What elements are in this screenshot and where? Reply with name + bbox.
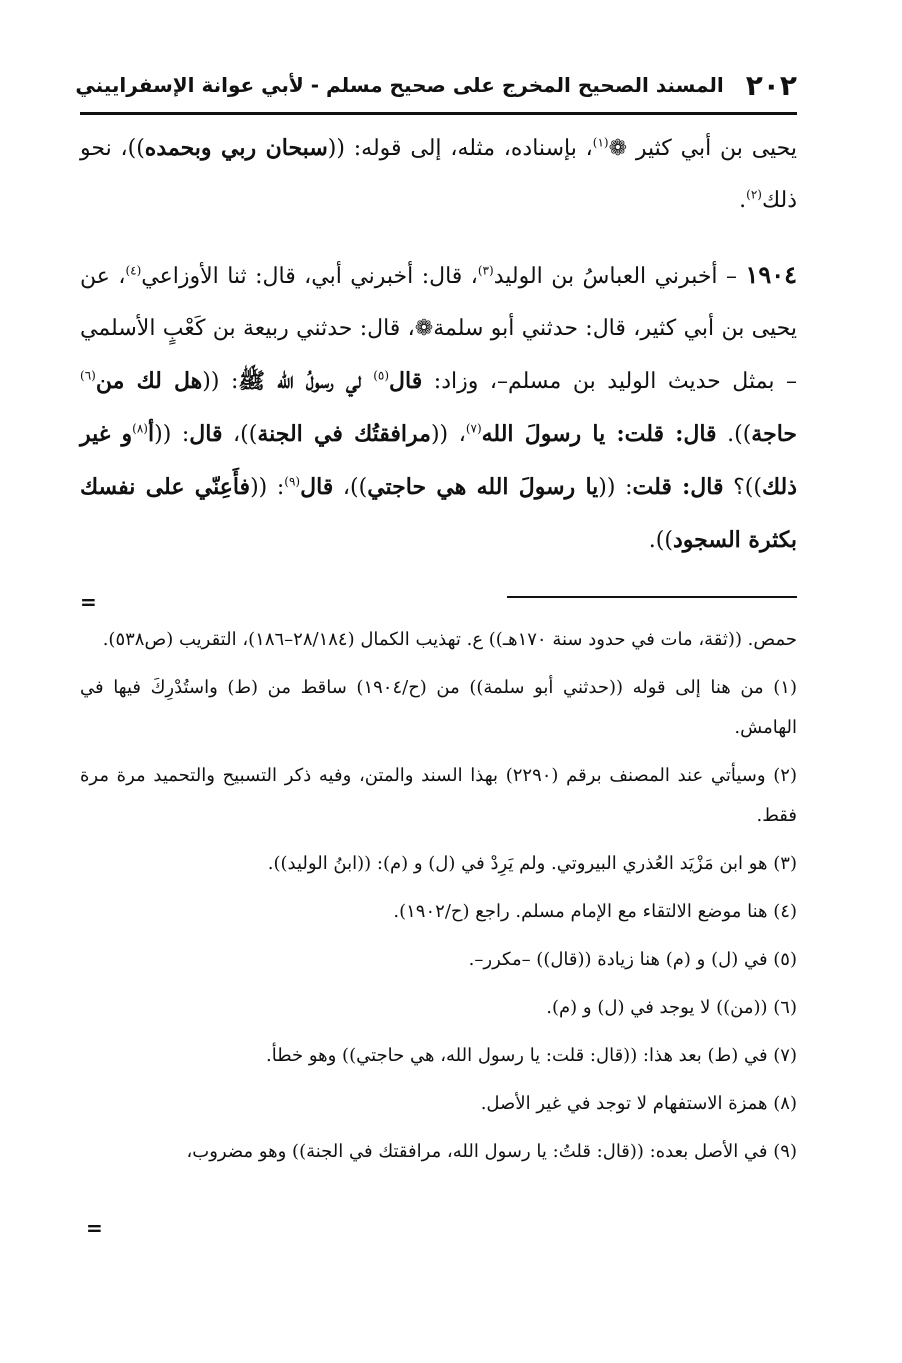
footnote-ref: (٥) [373, 368, 390, 383]
text-run: ))، [333, 475, 368, 500]
bold-text: قال: قلت: يا رسولَ الله [481, 421, 717, 447]
bold-text: و غير ذلك [80, 421, 798, 500]
footnote-7: (٧) في (ط) بعد هذا: ((قال: قلت: يا رسول الله، هي حاجتي)) وهو خطأ. [266, 1045, 797, 1066]
footnote-ref: (٢) [746, 187, 762, 202]
footnote-ref: (٣) [477, 263, 494, 278]
bold-text: قال [389, 368, 423, 394]
bold-text: حاجة [751, 421, 797, 447]
bold-text: قال [300, 474, 334, 500]
text-run: : (( [202, 369, 239, 394]
text-run: – أخبرني العباسُ بن الوليد [493, 264, 746, 289]
header-rule [80, 112, 797, 115]
footnote-ref: (٩) [284, 474, 301, 489]
footnote-9: (٩) في الأصل بعده: ((قال: قلتُ: يا رسول الله، مرافقتك في الجنة)) وهو مضروب، [186, 1141, 797, 1162]
text-run: )). [716, 422, 752, 447]
text-run: ))، [222, 422, 258, 447]
footnote-ref: (٤) [125, 263, 142, 278]
page-number: ٢٠٢ [745, 68, 797, 102]
text-run: يحيى بن أبي كثير [627, 136, 798, 161]
footnote-1: (١) من هنا إلى قوله ((حدثني أبو سلمة)) من (ح/١٩٠٤) ساقط من (ط) واستُدْرِكَ فيها في الهامش. [80, 677, 797, 738]
text-run: : (( [250, 475, 285, 500]
footnote-2: (٢) وسيأتي عند المصنف برقم (٢٢٩٠) بهذا السند والمتن، وفيه ذكر التسبيح والتحميد مرة مرة فقط. [80, 765, 797, 826]
footnote-ref: (٨) [132, 421, 148, 436]
text-run: )). [648, 528, 673, 553]
bold-text: مرافقتُك في الجنة [257, 421, 431, 447]
footnote-ref: (٦) [80, 368, 96, 383]
bold-text: فأَعِنّي على نفسك بكثرة السجود [80, 474, 797, 553]
bold-text: قال: قلت [632, 474, 724, 500]
text-run: : (( [154, 422, 190, 447]
continuation-mark: = [86, 1216, 103, 1240]
footnote-separator [80, 590, 797, 614]
hadith-paragraph [80, 249, 797, 567]
main-text [80, 122, 797, 567]
bold-quote: سبحان ربي وبحمده [144, 135, 328, 161]
footnote-3: (٣) هو ابن مَزْيَد العُذري البيروتي. ولم يَرِدْ في (ل) و (م): ((ابنُ الوليد)). [267, 853, 797, 874]
footnote-5: (٥) في (ل) و (م) هنا زيادة ((قال)) –مكرر–. [468, 949, 797, 970]
running-title: المسند الصحيح المخرج على صحيح مسلم - لأبي عوانة الإسفراييني [75, 73, 724, 97]
text-run: ))؟ [723, 475, 762, 500]
text-run: . [739, 188, 747, 213]
text-run: ))، نحو ذلك [80, 136, 797, 213]
bold-text: لي رسولُ الله ﷺ [238, 368, 374, 394]
separator-rule [507, 596, 797, 598]
footnote-8: (٨) همزة الاستفهام لا توجد في غير الأصل. [480, 1093, 797, 1114]
page-header [75, 60, 797, 110]
footnote-4: (٤) هنا موضع الالتقاء مع الإمام مسلم. راجع (ح/١٩٠٢). [393, 901, 797, 922]
honorific-mark-icon: ❁ [414, 316, 434, 341]
text-run: ، عن يحيى بن أبي كثير، قال: حدثني أبو سلمة [80, 264, 797, 341]
footnote-continuation: حمص. ((ثقة، مات في حدود سنة ١٧٠هـ)) ع. تهذيب الكمال (٢٨/١٨٤–١٨٦)، التقريب (ص٥٣٨). [102, 629, 797, 650]
continuation-mark: = [80, 590, 97, 614]
footnotes [80, 620, 797, 1180]
bold-text: هل لك من [95, 368, 203, 394]
bold-text: أ [147, 421, 155, 447]
text-run: ، قال: أخبرني أبي، قال: ثنا الأوزاعي [141, 264, 478, 289]
text-run: ، قال: حدثني ربيعة بن كَعْبٍ الأسلمي – بمثل حديث الوليد بن مسلم–، وزاد: [80, 316, 797, 394]
text-run: : (( [598, 475, 633, 500]
paragraph-continuation [80, 122, 797, 227]
text-run: ، (( [430, 422, 466, 447]
bold-text: يا رسولَ الله هي حاجتي [367, 474, 599, 500]
bold-text: قال [189, 421, 223, 447]
honorific-mark-icon: ❁ [608, 136, 628, 161]
text-run: ، بإسناده، مثله، إلى قوله: (( [327, 136, 593, 161]
footnote-ref: (١) [592, 135, 609, 150]
footnote-6: (٦) ((من)) لا يوجد في (ل) و (م). [546, 997, 797, 1018]
footnote-ref: (٧) [465, 421, 482, 436]
hadith-number: ١٩٠٤ [745, 260, 798, 289]
